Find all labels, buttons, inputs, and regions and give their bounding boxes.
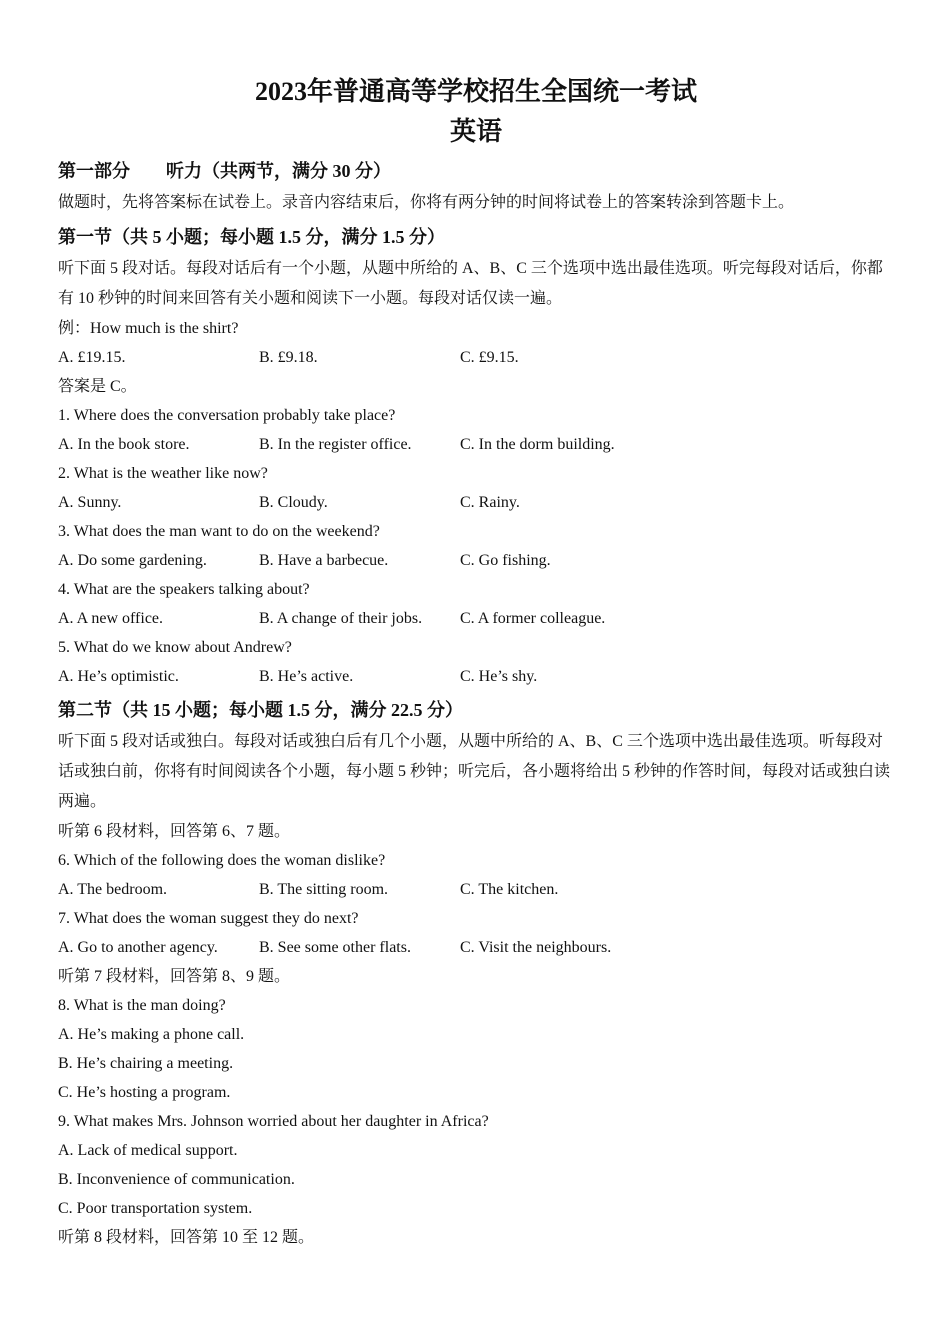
question-8-option-a: A. He’s making a phone call. [58, 1026, 245, 1043]
exam-title: 2023年普通高等学校招生全国统一考试 [254, 77, 697, 106]
question-1-options [58, 430, 894, 459]
option-b: B. In the register office. [259, 436, 412, 453]
option-b: B. A change of their jobs. [259, 610, 423, 627]
question-3: 3. What does the man want to do on the weekend? [58, 523, 380, 540]
option-a: A. In the book store. [58, 436, 190, 453]
option-b: B. Have a barbecue. [259, 552, 389, 569]
option-a: A. A new office. [58, 610, 164, 627]
option-c: C. Go fishing. [460, 552, 551, 569]
section2-intro: 听下面 5 段对话或独白。每段对话或独白后有几个小题，从题中所给的 A、B、C 三个选项中选出最佳选项。听每段对话或独白前，你将有时间阅读各个小题，每小题 5 秒钟；听完后，各小题将给出 5 秒钟的作答时间，每段对话或独白读两遍。 [58, 733, 891, 810]
option-a: A. £19.15. [58, 349, 126, 366]
option-a: A. Sunny. [58, 494, 122, 511]
exam-subject: 英语 [449, 117, 502, 146]
question-9: 9. What makes Mrs. Johnson worried about her daughter in Africa? [58, 1113, 489, 1130]
option-c: C. In the dorm building. [460, 436, 615, 453]
question-2: 2. What is the weather like now? [58, 465, 268, 482]
option-b: B. He’s active. [259, 668, 354, 685]
exam-page [58, 72, 894, 1252]
option-c: C. £9.15. [460, 349, 519, 366]
option-b: B. See some other flats. [259, 939, 411, 956]
question-5: 5. What do we know about Andrew? [58, 639, 292, 656]
question-4: 4. What are the speakers talking about? [58, 581, 310, 598]
section1-heading: 第一节（共 5 小题；每小题 1.5 分，满分 1.5 分） [58, 227, 445, 247]
option-c: C. Visit the neighbours. [460, 939, 612, 956]
option-a: A. Go to another agency. [58, 939, 218, 956]
material-8-instruction: 听第 8 段材料，回答第 10 至 12 题。 [58, 1229, 315, 1246]
question-6: 6. Which of the following does the woman dislike? [58, 852, 386, 869]
option-b: B. £9.18. [259, 349, 318, 366]
example-options [58, 343, 894, 372]
section2-heading: 第二节（共 15 小题；每小题 1.5 分，满分 22.5 分） [58, 700, 463, 720]
option-c: C. He’s shy. [460, 668, 538, 685]
material-6-instruction: 听第 6 段材料，回答第 6、7 题。 [58, 823, 291, 840]
question-3-options [58, 546, 894, 575]
option-c: C. Rainy. [460, 494, 520, 511]
question-8-option-b: B. He’s chairing a meeting. [58, 1055, 234, 1072]
question-8-option-c: C. He’s hosting a program. [58, 1084, 231, 1101]
question-7: 7. What does the woman suggest they do next? [58, 910, 359, 927]
example-question: 例：How much is the shirt? [58, 320, 239, 337]
question-7-options [58, 933, 894, 962]
part1-heading: 第一部分 听力（共两节，满分 30 分） [58, 161, 391, 181]
example-answer: 答案是 C。 [58, 378, 137, 395]
option-a: A. He’s optimistic. [58, 668, 179, 685]
section1-intro: 听下面 5 段对话。每段对话后有一个小题，从题中所给的 A、B、C 三个选项中选出最佳选项。听完每段对话后，你都有 10 秒钟的时间来回答有关小题和阅读下一小题。每段对话仅读一遍。 [58, 260, 883, 307]
question-5-options [58, 662, 894, 691]
option-b: B. Cloudy. [259, 494, 328, 511]
question-9-option-a: A. Lack of medical support. [58, 1142, 238, 1159]
question-9-option-b: B. Inconvenience of communication. [58, 1171, 295, 1188]
question-4-options [58, 604, 894, 633]
question-6-options [58, 875, 894, 904]
question-2-options [58, 488, 894, 517]
part1-intro: 做题时，先将答案标在试卷上。录音内容结束后，你将有两分钟的时间将试卷上的答案转涂到答题卡上。 [58, 194, 795, 211]
question-1: 1. Where does the conversation probably take place? [58, 407, 396, 424]
option-c: C. A former colleague. [460, 610, 606, 627]
option-c: C. The kitchen. [460, 881, 559, 898]
question-9-option-c: C. Poor transportation system. [58, 1200, 253, 1217]
option-a: A. The bedroom. [58, 881, 168, 898]
option-a: A. Do some gardening. [58, 552, 207, 569]
material-7-instruction: 听第 7 段材料，回答第 8、9 题。 [58, 968, 291, 985]
option-b: B. The sitting room. [259, 881, 389, 898]
question-8: 8. What is the man doing? [58, 997, 226, 1014]
